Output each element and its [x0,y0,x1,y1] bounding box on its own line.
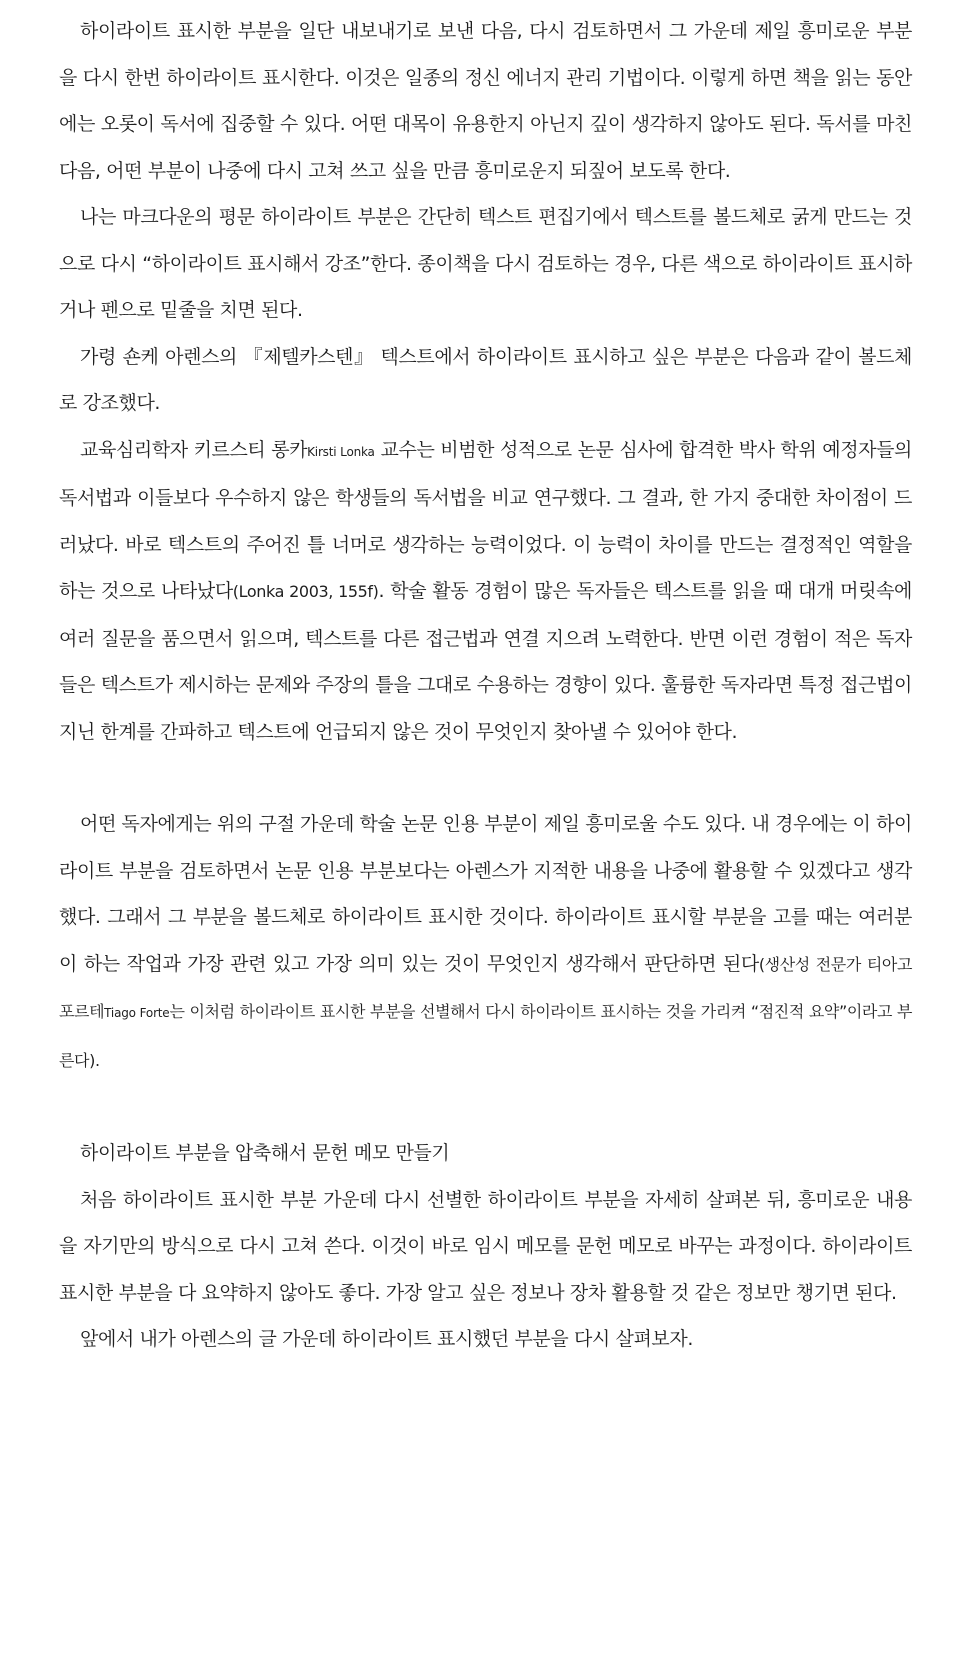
paragraph-rewrite-highlights: 처음 하이라이트 표시한 부분 가운데 다시 선별한 하이라이트 부분을 자세히 살펴본 뒤, 흥미로운 내용을 자기만의 방식으로 다시 고쳐 쓴다. 이것이 바로 임시 메모를 문헌 메모로 바꾸는 과정이다. 하이라이트 표시한 부분을 다 요약하지 않아도 좋다. 가장 알고 싶은 정보나 장차 활용할 것 같은 정보만 챙기면 된다. [59,1188,912,1304]
quote-text-middle: 교수는 비범한 성적으로 논문 심사에 합격한 박사 학위 예정자들의 독서법과 이들보다 우수하지 않은 학생들의 독서법을 비교 연구했다. 그 결과, 한 가지 중대한 차이점이 드러났다. 바로 텍스트의 주어진 틀 너머로 생각하는 능력이었다. 이 능력이 차이를 만드는 결정적인 역할을 하는 것으로 나타났다 [59,438,913,602]
quote-name-gloss: Kirsti Lonka [307,444,375,459]
parenthetical-name-gloss: Tiago Forte [104,1006,170,1020]
paragraph-export-highlights: 하이라이트 표시한 부분을 일단 내보내기로 보낸 다음, 다시 검토하면서 그 가운데 제일 흥미로운 부분을 다시 한번 하이라이트 표시한다. 이것은 일종의 정신 에너지 관리 기법이다. 이렇게 하면 책을 읽는 동안에는 오롯이 독서에 집중할 수 있다. 어떤 대목이 유용한지 아닌지 깊이 생각하지 않아도 된다. 독서를 마친 다음, 어떤 부분이 나중에 다시 고쳐 쓰고 싶을 만큼 흥미로운지 되짚어 보도록 한다. [59,20,912,182]
parenthetical-note-end: 는 이처럼 하이라이트 표시한 부분을 선별해서 다시 하이라이트 표시하는 것을 가리켜 “점진적 요약”이라고 부른다). [59,1002,912,1070]
paragraph-example-intro: 가령 숀케 아렌스의 『제텔카스텐』 텍스트에서 하이라이트 표시하고 싶은 부분은 다음과 같이 볼드체로 강조했다. [59,345,912,414]
parenthetical-note-start: (생산성 전문가 티아고 포르테 [59,954,912,1021]
document-page [59,8,912,1363]
quote-citation: (Lonka 2003, 155f) [232,582,379,601]
reader-interest-text: 어떤 독자에게는 위의 구절 가운데 학술 논문 인용 부분이 제일 흥미로울 수도 있다. 내 경우에는 이 하이라이트 부분을 검토하면서 논문 인용 부분보다는 아렌스가 지적한 내용을 나중에 활용할 수 있겠다고 생각했다. 그래서 그 부분을 볼드체로 하이라이트 표시한 것이다. 하이라이트 표시할 부분을 고를 때는 여러분이 하는 작업과 가장 관련 있고 가장 의미 있는 것이 무엇인지 생각해서 판단하면 된다 [59,813,912,975]
paragraph-markdown-bold: 나는 마크다운의 평문 하이라이트 부분은 간단히 텍스트 편집기에서 텍스트를 볼드체로 굵게 만드는 것으로 다시 “하이라이트 표시해서 강조”한다. 종이책을 다시 검토하는 경우, 다른 색으로 하이라이트 표시하거나 펜으로 밑줄을 치면 된다. [59,206,912,321]
paragraph-quoted-passage [59,427,912,756]
paragraph-reader-interest [59,801,912,1084]
section-spacer [59,1084,912,1130]
paragraph-review-again: 앞에서 내가 아렌스의 글 가운데 하이라이트 표시했던 부분을 다시 살펴보자. [80,1328,693,1350]
quote-text-start: 교육심리학자 키르스티 롱카 [80,438,308,461]
paragraph-spacer [59,755,912,801]
section-heading: 하이라이트 부분을 압축해서 문헌 메모 만들기 [80,1142,450,1164]
quote-text-end: . 학술 활동 경험이 많은 독자들은 텍스트를 읽을 때 대개 머릿속에 여러 질문을 품으면서 읽으며, 텍스트를 다른 접근법과 연결 지으려 노력한다. 반면 이런 경험이 적은 독자들은 텍스트가 제시하는 문제와 주장의 틀을 그대로 수용하는 경향이 있다. 훌륭한 독자라면 특정 접근법이 지닌 한계를 간파하고 텍스트에 언급되지 않은 것이 무엇인지 찾아낼 수 있어야 한다. [59,580,912,743]
